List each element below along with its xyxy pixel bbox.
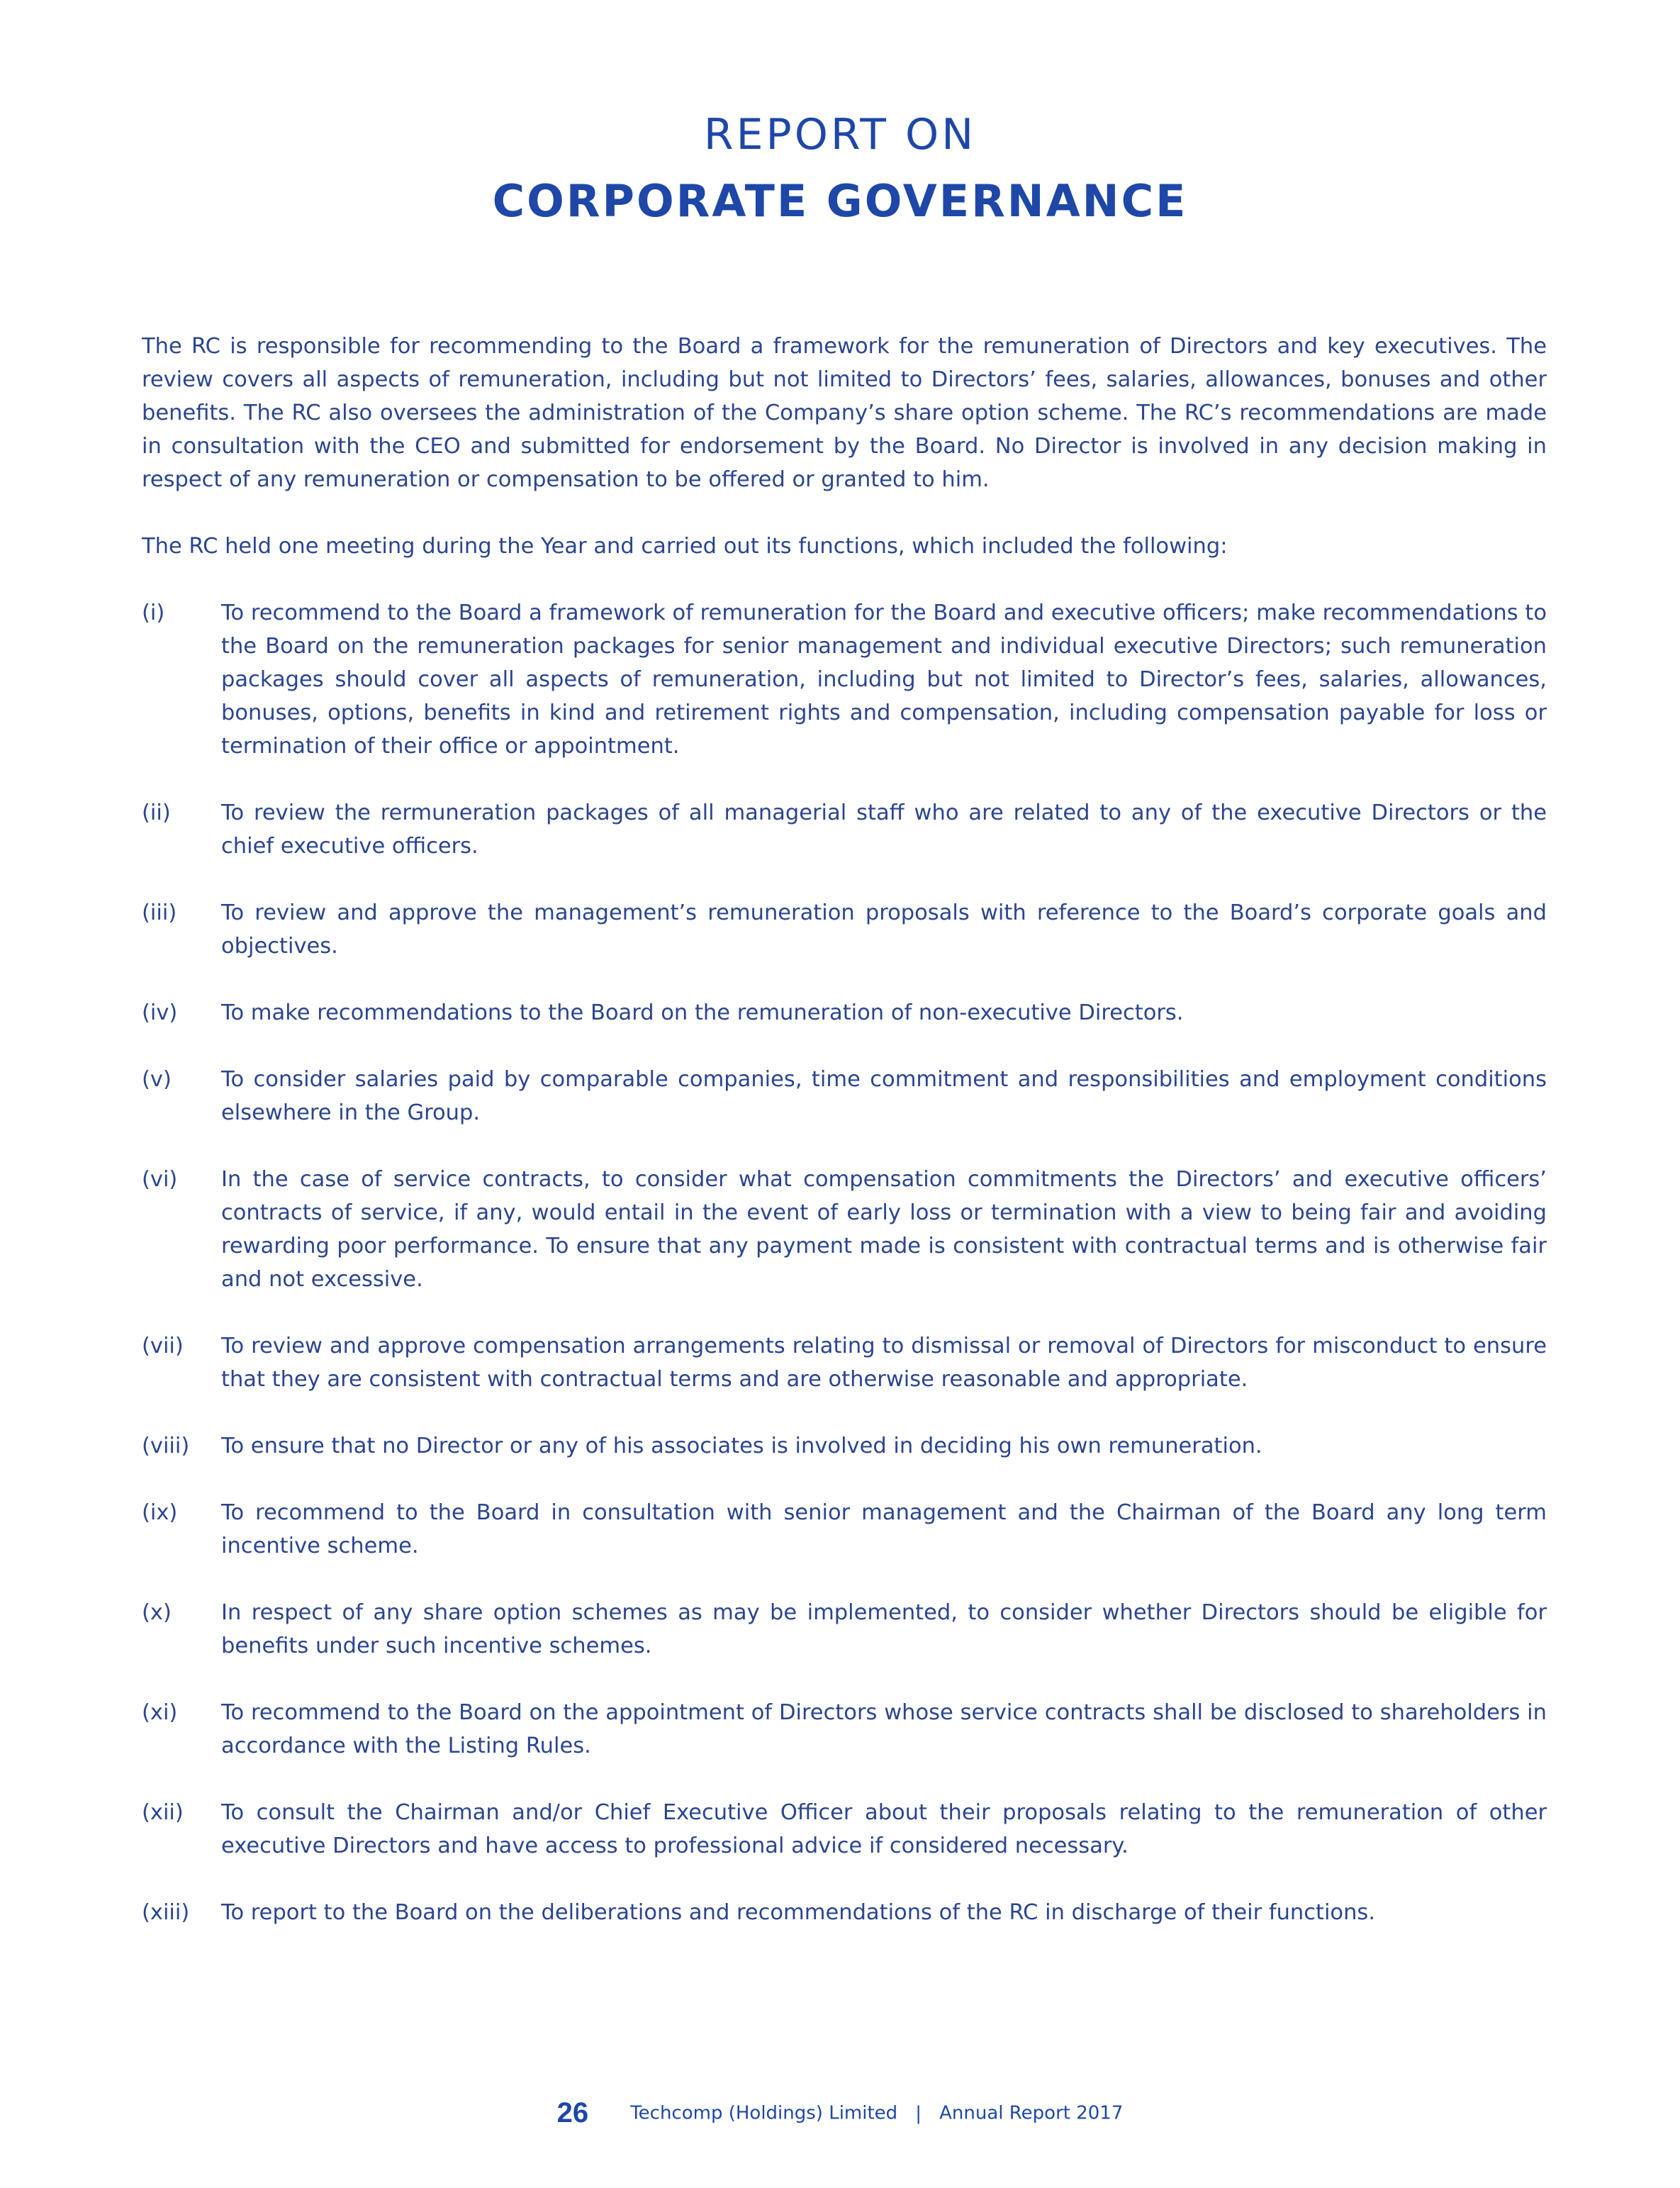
footer-separator: | bbox=[915, 2102, 922, 2124]
list-item-number: (iii) bbox=[142, 900, 177, 925]
list-item bbox=[142, 1496, 1547, 1563]
list-item-number: (ix) bbox=[142, 1500, 178, 1525]
list-item-text: To report to the Board on the deliberations and recommendations of the RC in discharge of their functions. bbox=[221, 1900, 1376, 1925]
page-number: 26 bbox=[556, 2097, 589, 2128]
footer-company-name: Techcomp (Holdings) Limited bbox=[630, 2102, 898, 2124]
list-item-number: (v) bbox=[142, 1067, 172, 1092]
list-item-number: (ii) bbox=[142, 800, 171, 825]
list-item bbox=[142, 596, 1547, 763]
list-item bbox=[142, 996, 1547, 1029]
document-body bbox=[142, 330, 1547, 1963]
list-item bbox=[142, 1163, 1547, 1296]
list-item bbox=[142, 1329, 1547, 1396]
list-item-text: To review and approve the management’s remuneration proposals with reference to the Board’s corporate goals and objectives. bbox=[221, 900, 1547, 959]
list-item-text: To recommend to the Board in consultation with senior management and the Chairman of the Board any long term incentive scheme. bbox=[221, 1500, 1547, 1558]
list-item-text: To make recommendations to the Board on the remuneration of non-executive Directors. bbox=[221, 1000, 1184, 1025]
page-header bbox=[0, 106, 1680, 230]
list-item-number: (xiii) bbox=[142, 1900, 190, 1925]
header-title-line2: CORPORATE GOVERNANCE bbox=[492, 175, 1188, 227]
list-item-text: To recommend to the Board on the appointment of Directors whose service contracts shall be disclosed to shareholders in accordance with the Listing Rules. bbox=[221, 1700, 1547, 1758]
list-item-text: To consult the Chairman and/or Chief Executive Officer about their proposals relating to the remuneration of other executive Directors and have access to professional advice if considered necessary. bbox=[221, 1800, 1547, 1858]
list-item-number: (i) bbox=[142, 601, 165, 625]
list-item bbox=[142, 1696, 1547, 1763]
list-item bbox=[142, 896, 1547, 963]
list-item bbox=[142, 1796, 1547, 1863]
list-item-text: To review the rermuneration packages of all managerial staff who are related to any of the executive Directors or the chief executive officers. bbox=[221, 800, 1547, 859]
list-item-number: (xi) bbox=[142, 1700, 178, 1725]
meeting-paragraph: The RC held one meeting during the Year and carried out its functions, which included the following: bbox=[142, 534, 1228, 559]
list-item bbox=[142, 1896, 1547, 1929]
list-item-text: To consider salaries paid by comparable companies, time commitment and responsibilities and employment conditions elsewhere in the Group. bbox=[221, 1067, 1547, 1125]
list-item-text: In the case of service contracts, to consider what compensation commitments the Directors’ and executive officers’ contracts of service, if any, would entail in the event of early loss or termination with a view to being fair and avoiding rewarding poor performance. To ensure that any payment made is consistent with contractual terms and is otherwise fair and not excessive. bbox=[221, 1167, 1547, 1292]
list-item-number: (xii) bbox=[142, 1800, 184, 1825]
list-item bbox=[142, 1596, 1547, 1663]
footer-report-title: Annual Report 2017 bbox=[939, 2102, 1124, 2124]
header-title-line1: REPORT ON bbox=[703, 110, 977, 160]
list-item-number: (x) bbox=[142, 1600, 172, 1625]
intro-paragraph: The RC is responsible for recommending to the Board a framework for the remuneration of Directors and key executives. The review covers all aspects of remuneration, including but not limited to Directors’ fees, salaries, allowances, bonuses and other benefits. The RC also oversees the administration of the Company’s share option scheme. The RC’s recommendations are made in consultation with the CEO and submitted for endorsement by the Board. No Director is involved in any decision making in respect of any remuneration or compensation to be offered or granted to him. bbox=[142, 334, 1547, 492]
list-item-text: To review and approve compensation arrangements relating to dismissal or removal of Directors for misconduct to ensure that they are consistent with contractual terms and are otherwise reasonable and appropriate. bbox=[221, 1334, 1547, 1392]
list-item-number: (vi) bbox=[142, 1167, 178, 1192]
list-item bbox=[142, 796, 1547, 863]
list-item bbox=[142, 1429, 1547, 1463]
list-item-text: In respect of any share option schemes as may be implemented, to consider whether Directors should be eligible for benefits under such incentive schemes. bbox=[221, 1600, 1547, 1658]
list-item-number: (iv) bbox=[142, 1000, 178, 1025]
page-footer bbox=[0, 2097, 1680, 2129]
list-item-number: (vii) bbox=[142, 1334, 184, 1358]
list-item-text: To recommend to the Board a framework of remuneration for the Board and executive officers; make recommendations to the Board on the remuneration packages for senior management and individual executive Directors; such remuneration packages should cover all aspects of remuneration, including but not limited to Director’s fees, salaries, allowances, bonuses, options, benefits in kind and retirement rights and compensation, including compensation payable for loss or termination of their office or appointment. bbox=[221, 601, 1547, 759]
list-item-text: To ensure that no Director or any of his associates is involved in deciding his own remuneration. bbox=[221, 1434, 1262, 1458]
list-item bbox=[142, 1063, 1547, 1129]
list-item-number: (viii) bbox=[142, 1434, 190, 1458]
